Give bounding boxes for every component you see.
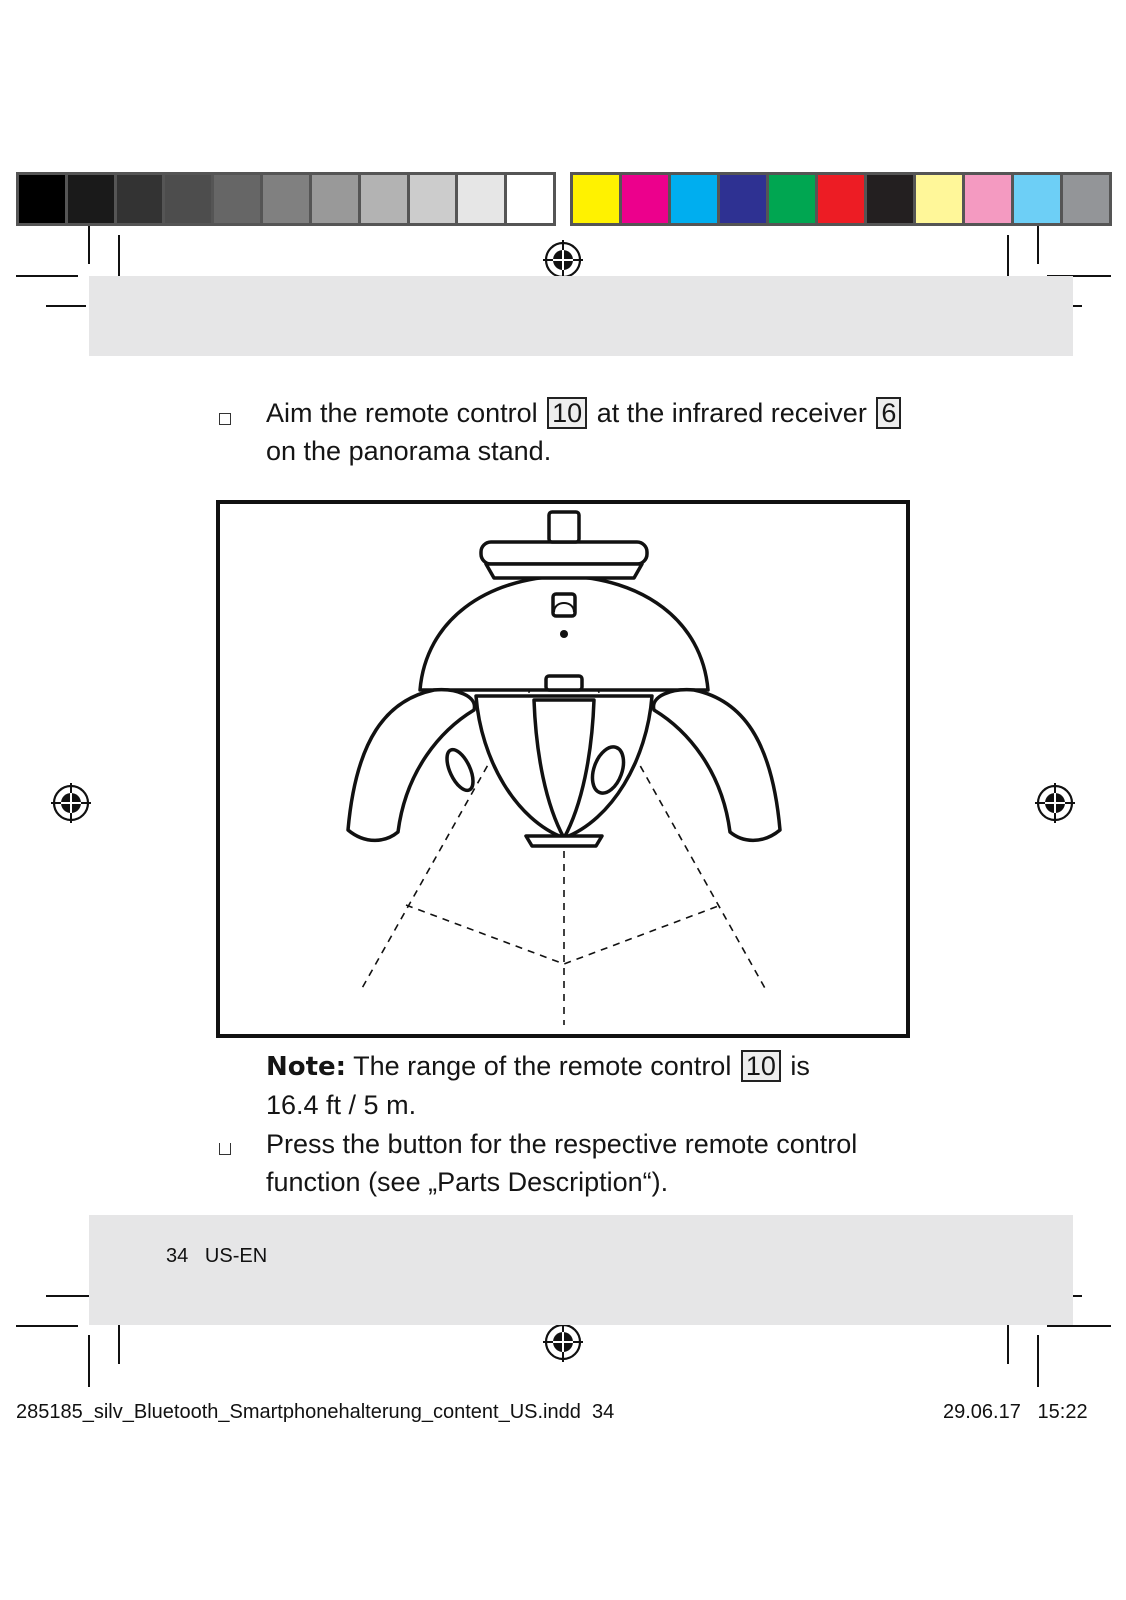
grey-swatch-10 [458, 175, 504, 223]
grey-swatch-2 [68, 175, 114, 223]
color-swatch-11 [1063, 175, 1109, 223]
grey-swatch-8 [361, 175, 407, 223]
color-swatch-6 [818, 175, 864, 223]
reference-number-remote: 10 [547, 397, 587, 429]
panorama-stand-illustration [216, 500, 910, 1038]
color-swatch-10 [1014, 175, 1060, 223]
grey-swatch-3 [117, 175, 163, 223]
slug-time: 15:22 [1037, 1401, 1088, 1423]
registration-mark-icon [51, 783, 91, 823]
color-swatch-4 [720, 175, 766, 223]
instruction-2 [266, 1125, 926, 1201]
checkbox-bullet-icon [219, 413, 231, 425]
reference-number-receiver: 6 [876, 397, 901, 429]
crop-mark [16, 1325, 78, 1327]
page-number: 34 [166, 1245, 189, 1267]
crop-mark [1047, 1325, 1111, 1327]
color-swatch-3 [671, 175, 717, 223]
color-swatch-1 [573, 175, 619, 223]
registration-mark-icon [1035, 783, 1075, 823]
reference-number-remote-note: 10 [741, 1050, 781, 1082]
grey-swatch-1 [19, 175, 65, 223]
slug-file: 285185_silv_Bluetooth_Smartphonehalterung_content_US.indd [16, 1401, 581, 1423]
note-line-1 [266, 1047, 906, 1086]
crop-mark [16, 275, 78, 277]
slug-page: 34 [592, 1401, 615, 1423]
grey-swatch-9 [410, 175, 456, 223]
page-footer [166, 1245, 267, 1268]
note-text-post: is [790, 1051, 810, 1081]
instruction-2-line-2: function (see „Parts Description“). [266, 1167, 669, 1197]
registration-mark-icon [543, 240, 583, 280]
slug-date: 29.06.17 [943, 1401, 1021, 1423]
crop-mark [88, 1335, 90, 1387]
crop-mark [46, 305, 86, 307]
instruction-1-text-b: at the infrared receiver [596, 398, 867, 428]
checkbox-bullet-icon [219, 1143, 231, 1155]
grey-swatch-11 [507, 175, 553, 223]
slug-filename [16, 1401, 614, 1424]
instruction-1-line-1 [266, 394, 926, 432]
locale-label: US-EN [204, 1245, 268, 1267]
grey-swatch-4 [165, 175, 211, 223]
header-band [89, 276, 1073, 356]
instruction-1-line-2: on the panorama stand. [266, 436, 552, 466]
color-swatch-8 [916, 175, 962, 223]
crop-mark [1037, 226, 1039, 264]
color-swatch-bar [570, 172, 1112, 226]
instruction-2-line-1: Press the button for the respective remote control [266, 1129, 858, 1159]
grey-swatch-5 [214, 175, 260, 223]
grey-swatch-7 [312, 175, 358, 223]
grey-swatch-bar [16, 172, 556, 226]
note-line-2: 16.4 ft / 5 m. [266, 1090, 417, 1120]
crop-mark [1037, 1335, 1039, 1387]
color-swatch-5 [769, 175, 815, 223]
slug-timestamp [943, 1401, 1088, 1424]
color-swatch-7 [867, 175, 913, 223]
registration-mark-icon [543, 1322, 583, 1362]
crop-mark [88, 226, 90, 264]
footer-band [89, 1215, 1073, 1325]
grey-swatch-6 [263, 175, 309, 223]
note-text: The range of the remote control [353, 1051, 732, 1081]
instruction-1 [266, 394, 926, 470]
note [266, 1047, 906, 1124]
color-swatch-2 [622, 175, 668, 223]
note-label: Note: [266, 1052, 347, 1082]
color-swatch-9 [965, 175, 1011, 223]
instruction-1-text-a: Aim the remote control [266, 398, 538, 428]
